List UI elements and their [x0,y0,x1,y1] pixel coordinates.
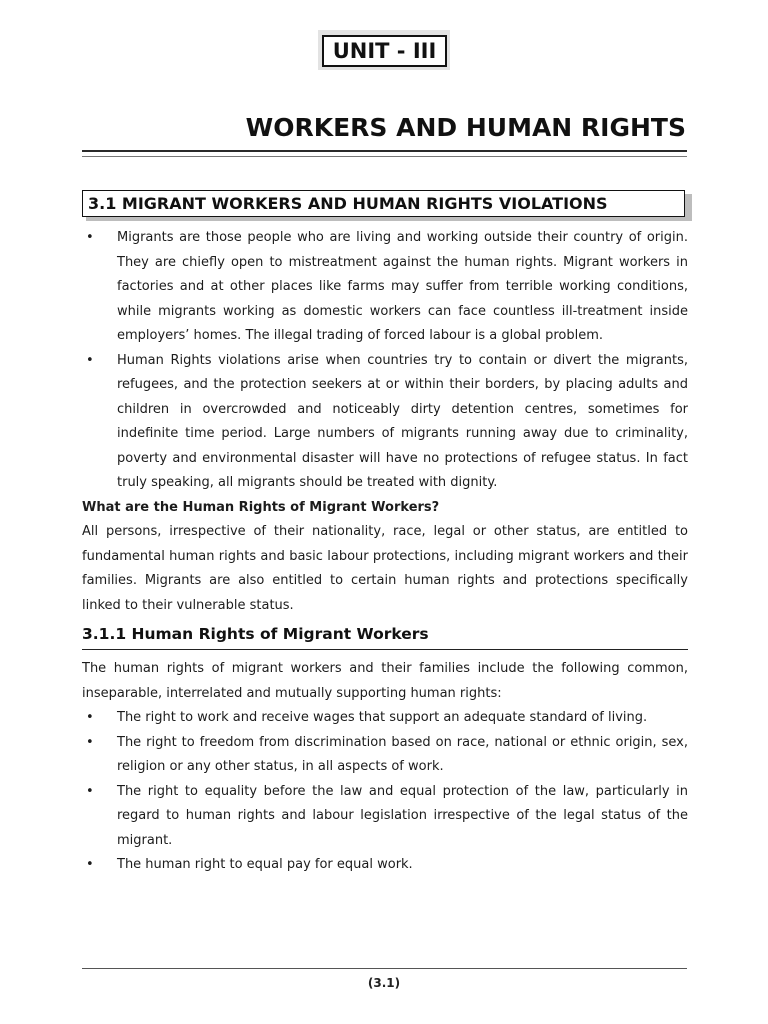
rights-bullet-list [82,706,688,878]
subsection-heading: 3.1.1 Human Rights of Migrant Workers [82,622,688,650]
page-number: (3.1) [367,976,401,990]
title-rule-thin [82,156,687,157]
question-heading: What are the Human Rights of Migrant Workers? [82,499,440,515]
list-item [82,731,688,780]
question-paragraph: All persons, irrespective of their nationality, race, legal or other status, are entitled to fundamental human rights and basic labour protections, including migrant workers and their families. Migrants are also entitled to certain human rights and protections specifically linked to their vulnerable status. [82,524,688,613]
list-item [82,349,688,496]
list-item [82,780,688,854]
section-heading: 3.1 MIGRANT WORKERS AND HUMAN RIGHTS VIOLATIONS [82,190,685,217]
list-item [82,226,688,349]
list-item-text: The right to freedom from discrimination based on race, national or ethnic origin, sex, religion or any other status, in all aspects of work. [117,734,688,774]
list-item [82,706,688,731]
bullet-icon: • [86,783,94,799]
page-content [82,226,688,878]
unit-label-shadow [318,30,450,70]
bullet-icon: • [86,857,94,872]
list-item-text: Migrants are those people who are living and working outside their country of origin. They are chiefly open to mistreatment against the human rights. Migrant workers in factories and at other places like farms may suffer from terrible working conditions, while migrants working as domestic workers can face countless ill-treatment inside employers’ homes. The illegal trading of forced labour is a global problem. [117,230,688,343]
unit-label: UNIT - III [322,35,447,67]
list-item-text: The right to equality before the law and equal protection of the law, particularly in regard to human rights and labour legislation irrespective of the legal status of the migrant. [117,783,688,848]
subsection-intro: The human rights of migrant workers and their families include the following common, inseparable, interrelated and mutually supporting human rights: [82,661,688,701]
bullet-icon: • [86,230,94,245]
list-item-text: Human Rights violations arise when countries try to contain or divert the migrants, refugees, and the protection seekers at or within their borders, by placing adults and children in overcrowded and noticeably dirty detention centres, sometimes for indefinite time period. Large numbers of migrants running away due to criminality, poverty and environmental disaster will have no protections of refugee status. In fact truly speaking, all migrants should be treated with dignity. [117,352,688,490]
chapter-title: WORKERS AND HUMAN RIGHTS [245,113,686,142]
footer-rule [82,968,687,969]
migrants-bullet-list [82,226,688,496]
list-item [82,853,688,878]
bullet-icon: • [86,734,94,750]
list-item-text: The right to work and receive wages that support an adequate standard of living. [117,710,648,725]
list-item-text: The human right to equal pay for equal work. [117,857,413,872]
spacer [82,650,688,657]
title-rule-thick [82,150,687,152]
bullet-icon: • [86,710,94,725]
bullet-icon: • [86,352,94,368]
